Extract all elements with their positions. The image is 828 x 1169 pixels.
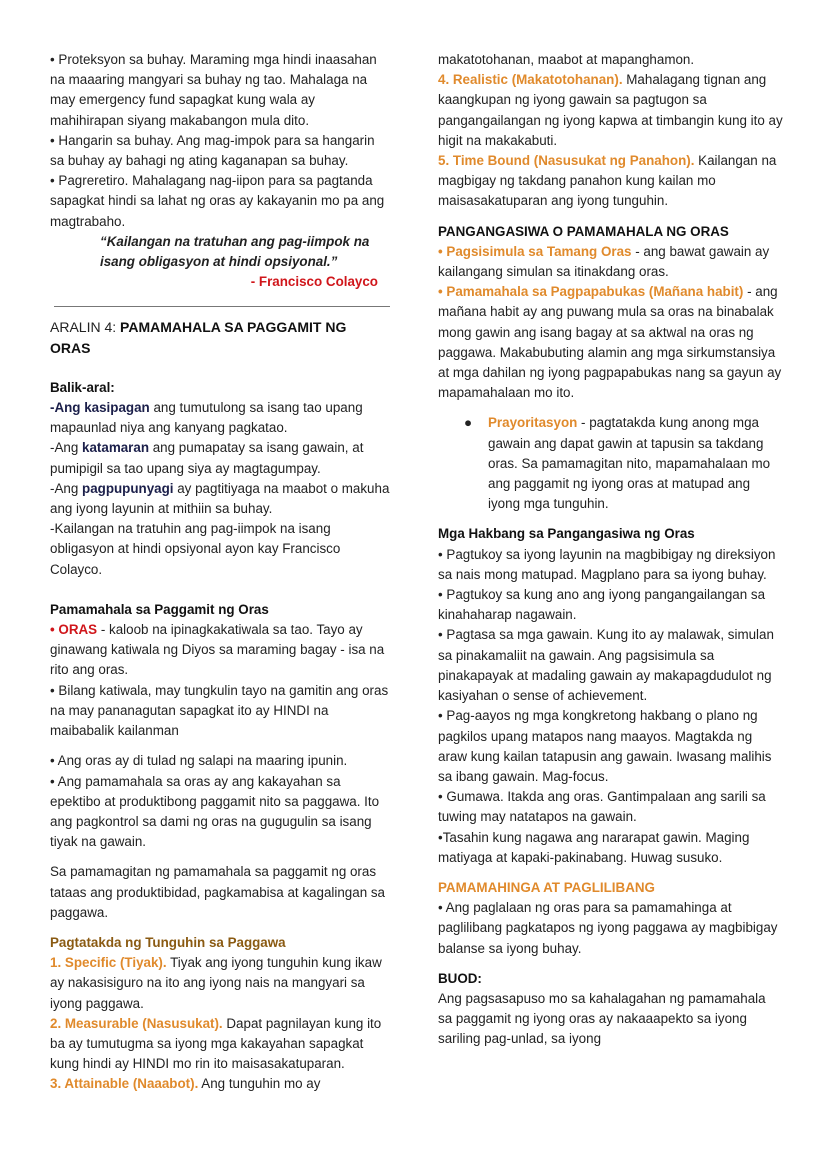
katiwala-paragraph: • Bilang katiwala, may tungkulin tayo na gamitin ang oras na may pananagutan sapagkat ito ay HINDI na maibabalik kailanman (50, 682, 389, 739)
balik-aral-heading: Balik-aral: (50, 379, 115, 395)
pagreretiro-paragraph: • Pagreretiro. Mahalagang nag-iipon para sa pagtanda sapagkat hindi sa lahat ng oras ay kakayanin mo pa ang magtrabaho. (50, 173, 385, 229)
attainable-item: 3. Attainable (Naaabot). Ang tunguhin mo ay (50, 1076, 321, 1092)
balik-aral-item-1: -Ang kasipagan ang tumutulong sa isang tao upang mapaunlad niya ang kanyang pagkatao. (50, 400, 363, 436)
time-bound-item: 5. Time Bound (Nasusukat ng Panahon). Kailangan na magbigay ng takdang panahon kung kailan mo maisasakatuparan ang iyong tunguhin. (438, 153, 777, 209)
balik-aral-item-2: -Ang katamaran ang pumapatay sa isang gawain, at pumipigil sa tao upang siya ay magtagumpay. (50, 440, 364, 476)
buod-paragraph: Ang pagsasapuso mo sa kahalagahan ng pamamahala sa paggamit ng iyong oras ay nakaaapekto sa iyong sariling pag-unlad, sa iyong (438, 990, 766, 1047)
balik-aral-item-4: -Kailangan na tratuhin ang pag-iimpok na isang obligasyon at hindi opsiyonal ayon kay Francisco Colayco. (50, 521, 341, 577)
measurable-item: 2. Measurable (Nasusukat). Dapat pagnilayan kung ito ba ay tumutugma sa iyong mga kakayahan sapagkat kung hindi ay HINDI mo rin ito maisasakatuparan. (50, 1015, 382, 1072)
realistic-item: 4. Realistic (Makatotohanan). Mahalagang tignan ang kaangkupan ng iyong gawain sa pagtugon sa pangangailangan ng iyong kapwa at timbangin kung ito ay higit na makakabuti. (438, 72, 783, 148)
proteksyon-paragraph: • Proteksyon sa buhay. Maraming mga hindi inaasahan na maaaring mangyari sa buhay ng tao. Mahalaga na may emergency fund sapagkat kung wala ay mahihirapan siyang makabangon mula dito. (50, 52, 377, 128)
oras-paragraph: • ORAS - kaloob na ipinagkakatiwala sa tao. Tayo ay ginawang katiwala ng Diyos sa maraming bagay - isa na rito ang oras. (50, 622, 385, 678)
lesson-title (50, 317, 390, 357)
right-column (438, 50, 783, 1050)
pamamahinga-heading: PAMAMAHINGA AT PAGLILIBANG (438, 879, 655, 895)
lesson-title-text: PAMAMAHALA SA PAGGAMIT NG ORAS (50, 319, 347, 356)
buod-heading: BUOD: (438, 970, 482, 986)
hakbang-item-5: • Gumawa. Itakda ang oras. Gantimpalaan ang sarili sa tuwing may natatapos na gawain. (438, 789, 766, 825)
hakbang-item-3: • Pagtasa sa mga gawain. Kung ito ay malawak, simulan sa pinakamaliit na gawain. Ang pagsisimula sa pinakapayak at madaling gawain ay makapagdudulot ng kasiyahan o sense of achievement. (438, 627, 774, 704)
balik-aral-item-3: -Ang pagpupunyagi ay pagtitiyaga na maabot o makuha ang iyong layunin at mithiin sa buhay. (50, 480, 390, 517)
hangarin-paragraph: • Hangarin sa buhay. Ang mag-impok para sa hangarin sa buhay ay bahagi ng ating kaganapan sa buhay. (50, 132, 375, 169)
left-column (50, 50, 390, 1095)
prayoritasyon-item: ● Prayoritasyon - pagtatakda kung anong mga gawain ang dapat gawin at tapusin sa takdang oras. Sa pamamagitan nito, mapamahalaan mo ang paggamit ng iyong oras at matupad ang iyong mga tunguhin. (464, 415, 771, 512)
lesson-prefix: ARALIN 4: (50, 319, 121, 336)
hakbang-heading: Mga Hakbang sa Pangangasiwa ng Oras (438, 526, 695, 542)
pamamahala-heading: Pamamahala sa Paggamit ng Oras (50, 601, 269, 617)
quote-author: - Francisco Colayco (250, 274, 378, 290)
pangangasiwa-heading: PANGANGASIWA O PAMAMAHALA NG ORAS (438, 223, 729, 239)
manana-habit-item: • Pamamahala sa Pagpapabukas (Mañana habit) - ang mañana habit ay ang puwang mula sa oras na binabalak mong gawin ang isang bagay at sa aktwal na oras ng paggawa. Makabubuting alamin ang mga sirkumstansiya at mga dahilan ng iyong pagpapabukas nang sa gayun ay mapamahalaan mo ito. (438, 284, 782, 401)
hakbang-item-2: • Pagtukoy sa kung ano ang iyong pangangailangan sa kinahaharap nagawain. (438, 587, 766, 623)
hakbang-item-1: • Pagtukoy sa iyong layunin na magbibigay ng direksiyon sa nais mong matupad. Magplano para sa iyong buhay. (438, 546, 776, 582)
produktibidad-paragraph: Sa pamamagitan ng pamamahala sa paggamit ng oras tataas ang produktibidad, pagkamabisa at kagalingan sa paggawa. (50, 864, 386, 920)
section-divider (54, 306, 390, 307)
bullet-icon: ● (464, 415, 473, 431)
pamamahinga-paragraph: • Ang paglalaan ng oras para sa pamamahinga at paglilibang pagkatapos ng iyong paggawa ay magbibigay balanse sa iyong buhay. (438, 900, 778, 956)
tunguhin-heading: Pagtatakda ng Tunguhin sa Paggawa (50, 934, 286, 950)
salapi-paragraph: • Ang oras ay di tulad ng salapi na maaring ipunin. (50, 753, 348, 769)
hakbang-item-4: • Pag-aayos ng mga kongkretong hakbang o plano ng pagkilos upang matapos nang maayos. Magtakda ng araw kung kailan tatapusin ang gawain. Iwasang malihis sa ibang gawain. Mag-focus. (438, 708, 772, 784)
colayco-quote: “Kailangan na tratuhan ang pag-iimpok na isang obligasyon at hindi opsiyonal.” (100, 233, 370, 270)
kakayahan-paragraph: • Ang pamamahala sa oras ay ang kakayahan sa epektibo at produktibong paggamit nito sa paggawa. Ito ang pagkontrol sa dami ng oras na gugugulin sa isang tiyak na gawain. (50, 773, 380, 850)
specific-item: 1. Specific (Tiyak). Tiyak ang iyong tunguhin kung ikaw ay nakasisiguro na ito ang iyong nais na mangyari sa iyong paggawa. (50, 955, 382, 1011)
tamang-oras-item: • Pagsisimula sa Tamang Oras - ang bawat gawain ay kailangang simulan sa itinakdang oras. (438, 243, 770, 280)
hakbang-item-6: •Tasahin kung nagawa ang nararapat gawin. Maging matiyaga at kapaki-pakinabang. Huwag susuko. (438, 829, 750, 865)
attainable-continued: makatotohanan, maabot at mapanghamon. (438, 52, 695, 67)
